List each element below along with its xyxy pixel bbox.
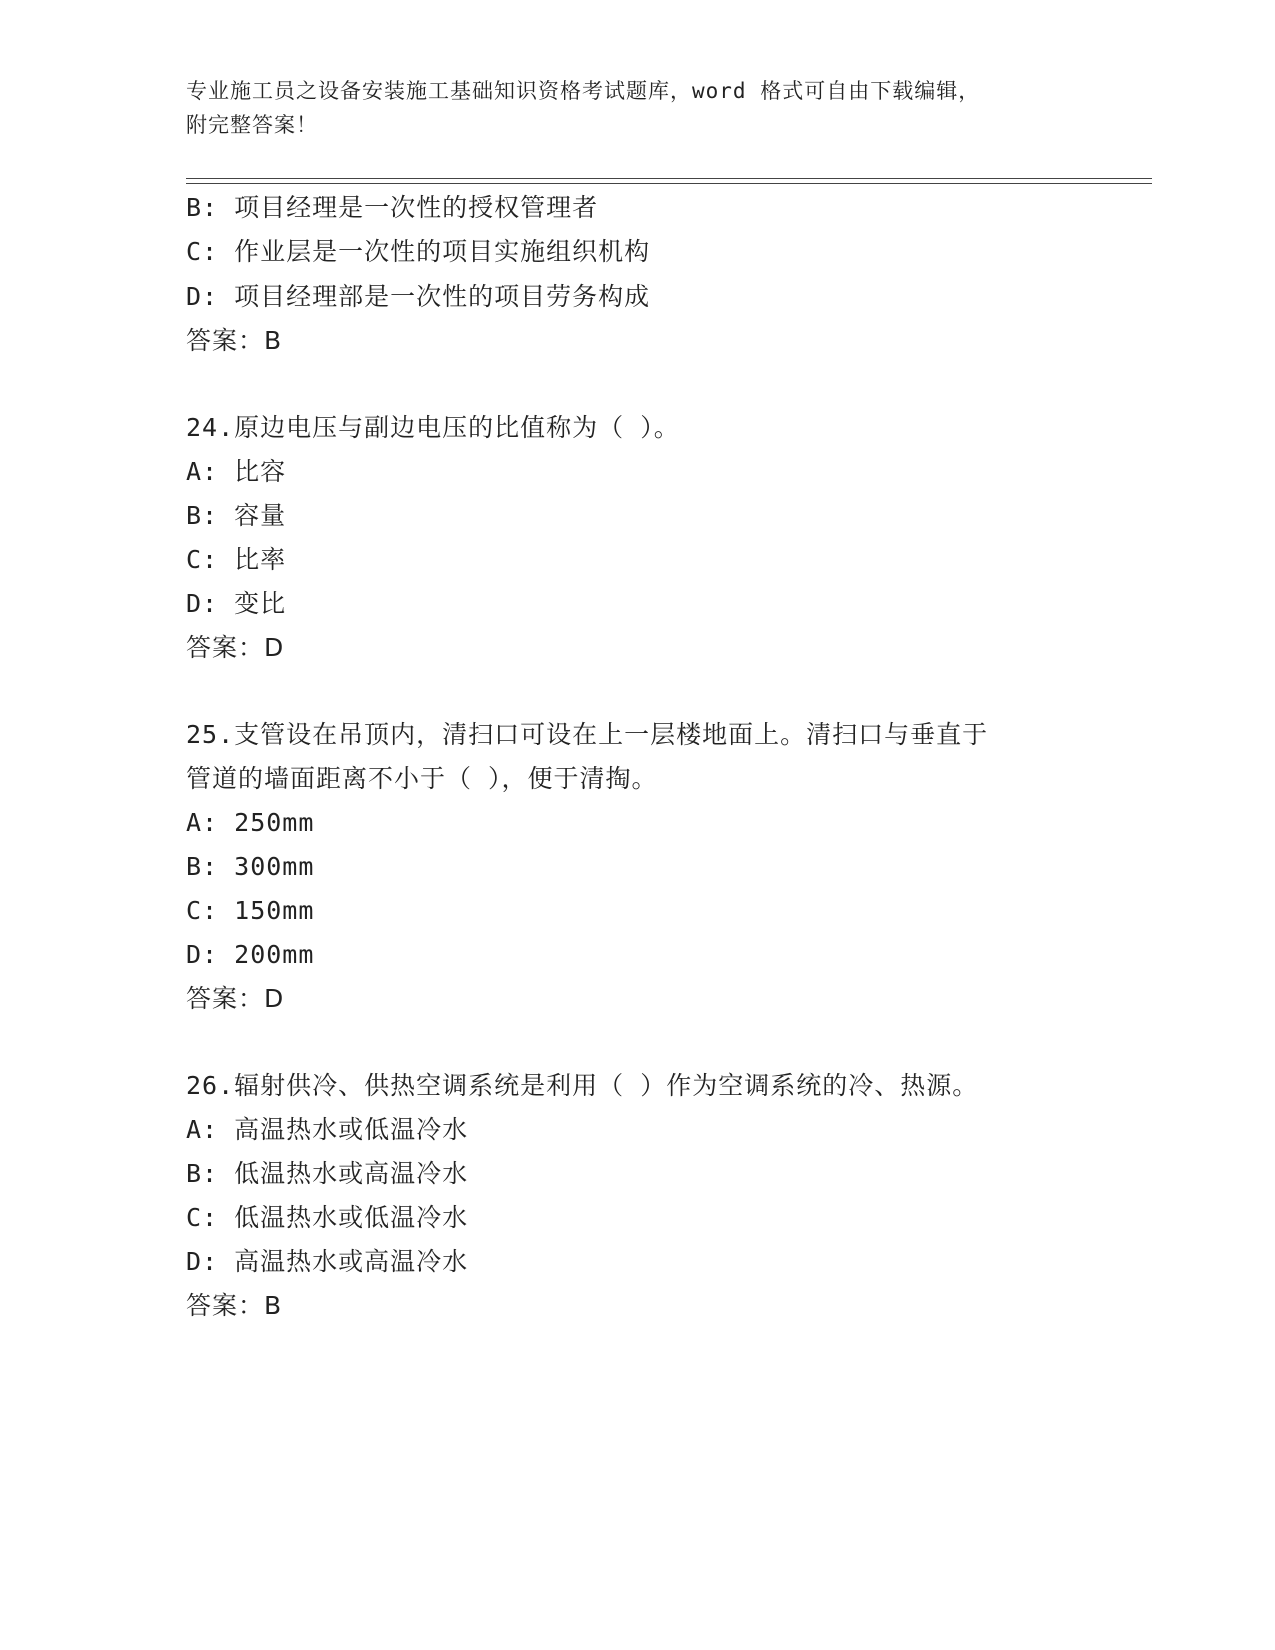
- q26-option-c: C: 低温热水或低温冷水: [186, 1203, 469, 1232]
- q26-option-b: B: 低温热水或高温冷水: [186, 1159, 469, 1188]
- q25-option-b: B: 300mm: [186, 852, 315, 881]
- q23-answer: 答案：B: [186, 326, 283, 355]
- q26-answer: 答案：B: [186, 1291, 283, 1320]
- header-line-1: 专业施工员之设备安装施工基础知识资格考试题库，word 格式可自由下载编辑，: [186, 79, 981, 103]
- document-header: [186, 74, 1086, 142]
- q25-option-a: A: 250mm: [186, 808, 315, 837]
- q26-option-d: D: 高温热水或高温冷水: [186, 1247, 469, 1276]
- q24-answer: 答案：D: [186, 633, 285, 662]
- q25-option-d: D: 200mm: [186, 940, 315, 969]
- q26-option-a: A: 高温热水或低温冷水: [186, 1115, 469, 1144]
- q24-option-a: A: 比容: [186, 457, 287, 486]
- q23-option-d: D: 项目经理部是一次性的项目劳务构成: [186, 282, 651, 311]
- header-line-2: 附完整答案！: [186, 113, 318, 137]
- q24-option-b: B: 容量: [186, 501, 287, 530]
- q25-stem-line-1: 25.支管设在吊顶内，清扫口可设在上一层楼地面上。清扫口与垂直于: [186, 720, 989, 749]
- q24-option-d: D: 变比: [186, 589, 287, 618]
- q23-option-c: C: 作业层是一次性的项目实施组织机构: [186, 237, 651, 266]
- q25-answer: 答案：D: [186, 984, 285, 1013]
- header-divider-top: [186, 178, 1152, 179]
- q23-option-b: B: 项目经理是一次性的授权管理者: [186, 193, 599, 222]
- q24-option-c: C: 比率: [186, 545, 287, 574]
- q25-stem-line-2: 管道的墙面距离不小于（ ），便于清掏。: [186, 764, 658, 793]
- q26-stem: 26.辐射供冷、供热空调系统是利用（ ）作为空调系统的冷、热源。: [186, 1071, 979, 1100]
- header-divider-bottom: [186, 183, 1152, 184]
- q25-option-c: C: 150mm: [186, 896, 315, 925]
- q24-stem: 24.原边电压与副边电压的比值称为（ ）。: [186, 413, 680, 442]
